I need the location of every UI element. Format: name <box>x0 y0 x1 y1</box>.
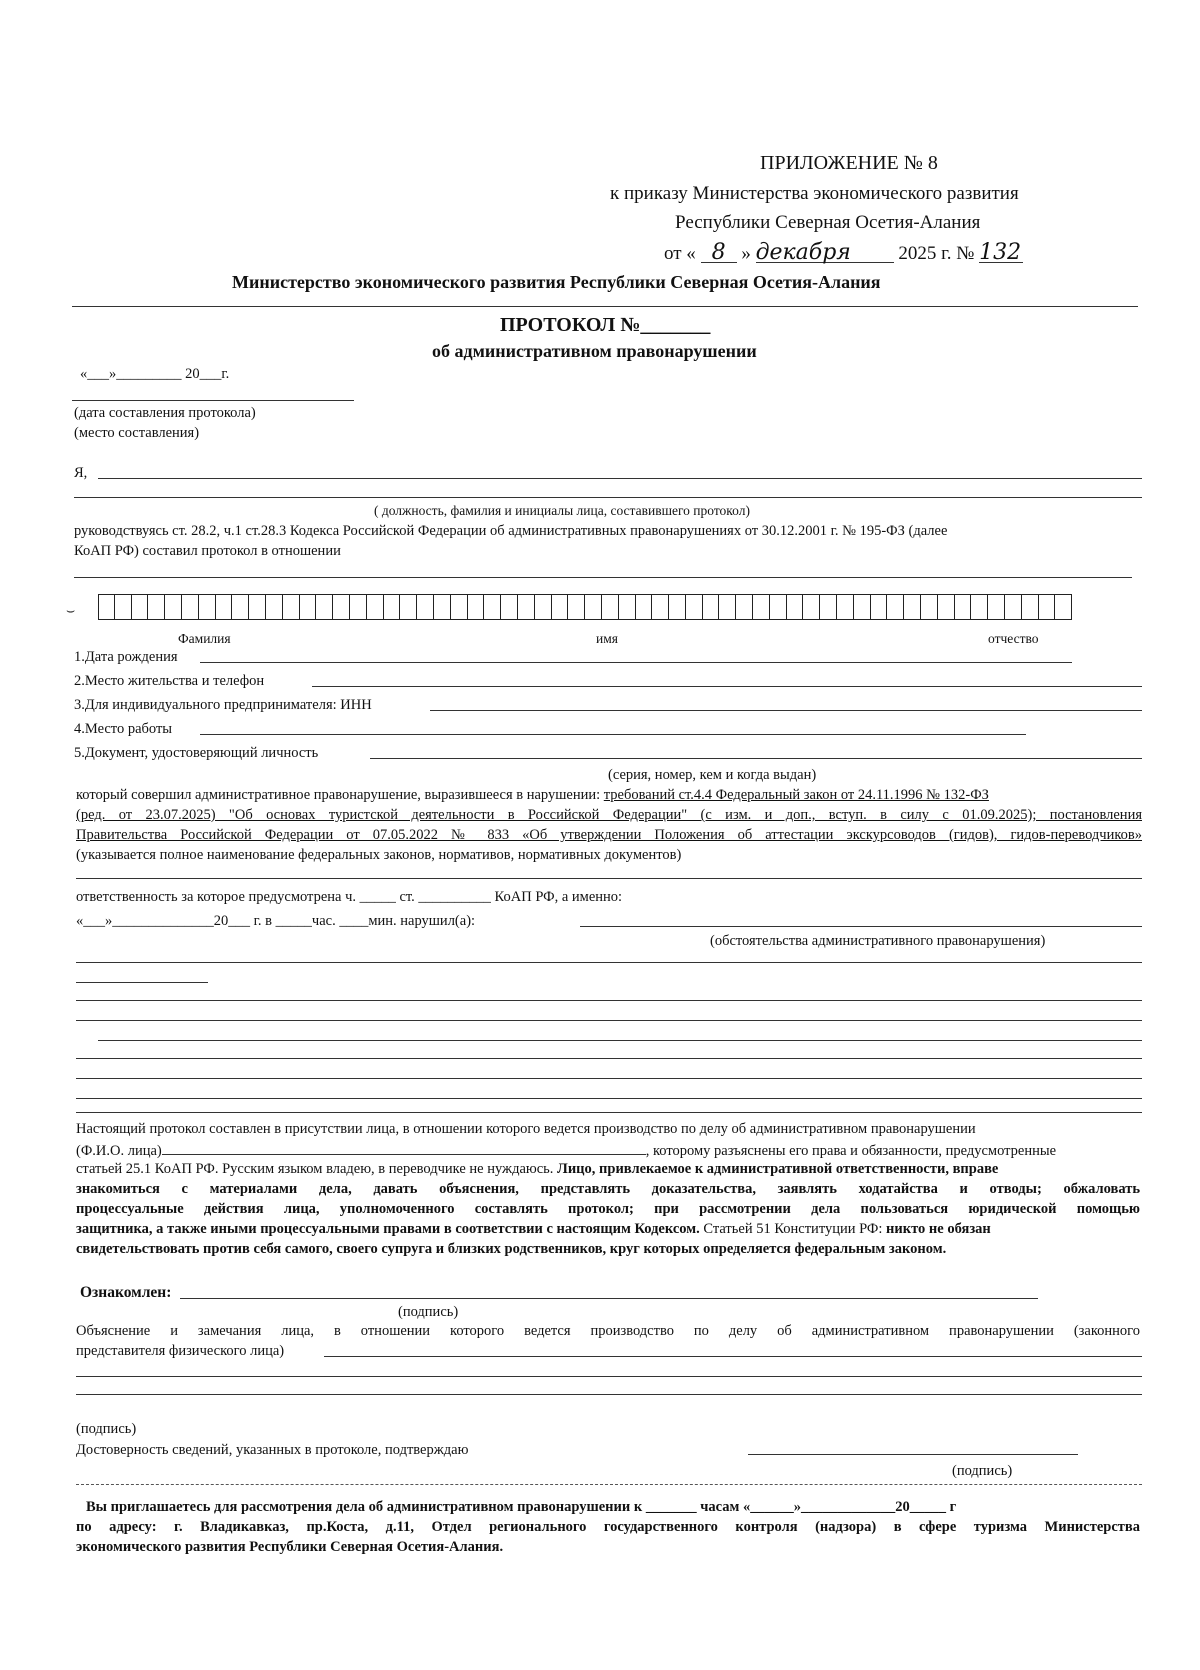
presence-rights-bold: Лицо, привлекаемое к административной ответственности, вправе <box>557 1161 999 1177</box>
name-letter-cell[interactable] <box>98 594 115 620</box>
name-letter-cell[interactable] <box>904 594 921 620</box>
presence-fio-label: (Ф.И.О. лица) <box>76 1143 162 1159</box>
order-date-prefix: от « <box>664 243 696 264</box>
name-letter-cell[interactable] <box>619 594 636 620</box>
order-number-value: 132 <box>979 240 1022 265</box>
violation-ref3: Правительства Российской Федерации от 07.05.2022 № 833 «Об утверждении Положения об аттестации экскурсоводов (гидов), гидов-переводчиков» <box>76 827 1142 843</box>
circumstances-line[interactable] <box>76 982 208 983</box>
name-letter-cell[interactable] <box>585 594 602 620</box>
name-caption: имя <box>596 631 618 646</box>
name-letter-cell[interactable] <box>871 594 888 620</box>
signature-caption-3: (подпись) <box>952 1463 1013 1479</box>
name-letter-cell[interactable] <box>955 594 972 620</box>
workplace-label: 4.Место работы <box>74 721 173 737</box>
invitation-line1: Вы приглашаетесь для рассмотрения дела об административном правонарушении к _______ часам «______»_____________20_____ г <box>86 1499 957 1515</box>
appendix-number: ПРИЛОЖЕНИЕ № 8 <box>760 152 938 174</box>
protocol-subtitle: об административном правонарушении <box>432 341 757 361</box>
violation-caption: (указывается полное наименование федеральных законов, нормативов, нормативных документов) <box>76 847 682 863</box>
explanation-field[interactable] <box>76 1376 1142 1377</box>
name-letter-cell[interactable] <box>770 594 787 620</box>
name-letter-cell[interactable] <box>484 594 501 620</box>
name-letter-cell[interactable] <box>132 594 149 620</box>
circumstances-line[interactable] <box>76 1020 1142 1021</box>
acquainted-signature-field[interactable] <box>180 1298 1038 1299</box>
circumstances-line[interactable] <box>76 962 1142 963</box>
signature-caption-2: (подпись) <box>76 1421 137 1437</box>
name-letter-cell[interactable] <box>1055 594 1072 620</box>
circumstances-caption: (обстоятельства административного правонарушения) <box>710 933 1046 949</box>
name-letter-cell[interactable] <box>232 594 249 620</box>
subject-rule <box>74 577 1132 578</box>
violation-time-field[interactable] <box>580 926 1142 927</box>
name-letter-cell[interactable] <box>686 594 703 620</box>
order-date-mid: » <box>741 243 751 264</box>
full-name-cells[interactable] <box>98 594 1072 620</box>
name-letter-cell[interactable] <box>552 594 569 620</box>
order-number <box>979 240 1023 263</box>
order-date-day <box>701 240 737 263</box>
presence-line7: свидетельствовать против себя самого, своего супруга и близких родственников, круг которых определяется федеральным законом. <box>76 1241 947 1257</box>
invitation-separator <box>76 1484 1142 1485</box>
name-letter-cell[interactable] <box>165 594 182 620</box>
name-letter-cell[interactable] <box>417 594 434 620</box>
place-caption: (место составления) <box>74 425 200 441</box>
name-letter-cell[interactable] <box>602 594 619 620</box>
name-letter-cell[interactable] <box>854 594 871 620</box>
protocol-title: ПРОТОКОЛ №_______ <box>500 314 711 336</box>
name-letter-cell[interactable] <box>787 594 804 620</box>
official-field-line1[interactable] <box>98 478 1142 479</box>
name-letter-cell[interactable] <box>216 594 233 620</box>
inn-field[interactable] <box>430 710 1142 711</box>
circumstances-line[interactable] <box>76 1112 1142 1113</box>
name-letter-cell[interactable] <box>669 594 686 620</box>
violation-line1 <box>76 786 989 804</box>
name-letter-cell[interactable] <box>316 594 333 620</box>
liability-line[interactable]: ответственность за которое предусмотрена ч. _____ ст. __________ КоАП РФ, а именно: <box>76 889 623 905</box>
surname-caption: Фамилия <box>178 631 231 646</box>
id-document-caption: (серия, номер, кем и когда выдан) <box>608 767 817 783</box>
workplace-field[interactable] <box>200 734 1026 735</box>
name-letter-cell[interactable] <box>636 594 653 620</box>
patronymic-caption: отчество <box>988 631 1039 646</box>
name-letter-cell[interactable] <box>971 594 988 620</box>
ya-label: Я, <box>74 465 88 481</box>
name-letter-cell[interactable] <box>182 594 199 620</box>
presence-line6 <box>76 1220 1140 1238</box>
order-reference-line2: Республики Северная Осетия-Алания <box>675 212 981 233</box>
name-letter-cell[interactable] <box>434 594 451 620</box>
name-letter-cell[interactable] <box>938 594 955 620</box>
presence-language-text: статьей 25.1 КоАП РФ. Русским языком владею, в переводчике не нуждаюсь. <box>76 1161 558 1177</box>
inn-label: 3.Для индивидуального предпринимателя: ИНН <box>74 697 372 713</box>
pen-mark: ⌣ <box>66 604 76 619</box>
order-date-suffix: 2025 г. № <box>898 243 975 264</box>
name-letter-cell[interactable] <box>736 594 753 620</box>
name-letter-cell[interactable] <box>501 594 518 620</box>
residence-field[interactable] <box>312 686 1142 687</box>
reliability-signature-field[interactable] <box>748 1454 1078 1455</box>
presence-line4: знакомиться с материалами дела, давать объяснения, представлять доказательства, заявлять ходатайства и отводы; обжаловать <box>76 1181 1140 1197</box>
order-date-line <box>664 240 1023 265</box>
signature-caption-1: (подпись) <box>398 1304 459 1320</box>
name-letter-cell[interactable] <box>652 594 669 620</box>
name-letter-cell[interactable] <box>703 594 720 620</box>
name-letter-cell[interactable] <box>451 594 468 620</box>
presence-not-obliged: никто не обязан <box>886 1221 991 1237</box>
order-date-day-value: 8 <box>711 240 726 265</box>
explanation-line2: представителя физического лица) <box>76 1343 285 1359</box>
official-field-line2[interactable] <box>74 497 1142 498</box>
name-letter-cell[interactable] <box>803 594 820 620</box>
name-letter-cell[interactable] <box>820 594 837 620</box>
violation-intro: который совершил административное правонарушение, выразившееся в нарушении: <box>76 787 604 803</box>
circumstances-line[interactable] <box>76 1078 1142 1079</box>
reliability-label: Достоверность сведений, указанных в протоколе, подтверждаю <box>76 1442 469 1458</box>
violation-ref1: требований ст.4.4 Федеральный закон от 24.11.1996 № 132-ФЗ <box>603 787 989 803</box>
name-letter-cell[interactable] <box>1022 594 1039 620</box>
name-letter-cell[interactable] <box>1005 594 1022 620</box>
name-letter-cell[interactable] <box>266 594 283 620</box>
guided-text-line1: руководствуясь ст. 28.2, ч.1 ст.28.3 Кодекса Российской Федерации об административных правонарушениях от 30.12.2001 г. № 195-ФЗ (далее <box>74 523 948 539</box>
name-letter-cell[interactable] <box>887 594 904 620</box>
header-rule <box>72 306 1138 307</box>
order-reference-line1: к приказу Министерства экономического развития <box>610 183 1019 204</box>
guided-text-line2: КоАП РФ) составил протокол в отношении <box>74 543 341 559</box>
name-letter-cell[interactable] <box>837 594 854 620</box>
name-letter-cell[interactable] <box>148 594 165 620</box>
name-letter-cell[interactable] <box>333 594 350 620</box>
circumstances-line[interactable] <box>76 1098 1142 1099</box>
name-letter-cell[interactable] <box>300 594 317 620</box>
explanation-field[interactable] <box>324 1356 1142 1357</box>
name-letter-cell[interactable] <box>350 594 367 620</box>
name-letter-cell[interactable] <box>1039 594 1056 620</box>
ministry-name: Министерство экономического развития Республики Северная Осетия-Алания <box>232 272 881 292</box>
violation-ref2: (ред. от 23.07.2025) "Об основах туристской деятельности в Российской Федерации" (с изм. и доп., вступ. в силу с 01.09.2025); постановления <box>76 807 1142 823</box>
name-letter-cell[interactable] <box>249 594 266 620</box>
name-letter-cell[interactable] <box>719 594 736 620</box>
presence-rights-text: , которому разъяснены его права и обязанности, предусмотренные <box>645 1143 1057 1159</box>
presence-line5: процессуальные действия лица, уполномоченного составлять протокол; при рассмотрении дела пользоваться юридической помощью <box>76 1201 1140 1217</box>
name-letter-cell[interactable] <box>468 594 485 620</box>
explanation-field[interactable] <box>76 1394 1142 1395</box>
presence-defender-text: защитника, а также иными процессуальными правами в соответствии с настоящим Кодексом. <box>76 1221 704 1237</box>
name-letter-cell[interactable] <box>535 594 552 620</box>
presence-line1: Настоящий протокол составлен в присутствии лица, в отношении которого ведется производство по делу об административном правонарушении <box>76 1121 976 1137</box>
id-document-field[interactable] <box>370 758 1142 759</box>
name-letter-cell[interactable] <box>384 594 401 620</box>
name-letter-cell[interactable] <box>518 594 535 620</box>
protocol-date-field[interactable]: «___»_________ 20___г. <box>80 366 230 382</box>
place-rule <box>72 400 354 401</box>
residence-label: 2.Место жительства и телефон <box>74 673 265 689</box>
order-date-month-value: декабря <box>755 240 851 265</box>
invitation-line2: по адресу: г. Владикавказ, пр.Коста, д.11, Отдел регионального государственного контроля (надзора) в сфере туризма Министерства <box>76 1519 1140 1535</box>
name-letter-cell[interactable] <box>400 594 417 620</box>
id-document-label: 5.Документ, удостоверяющий личность <box>74 745 319 761</box>
birth-date-label: 1.Дата рождения <box>74 649 178 665</box>
name-letter-cell[interactable] <box>988 594 1005 620</box>
presence-constitution-ref: Статьей 51 Конституции РФ: <box>703 1221 887 1237</box>
official-caption: ( должность, фамилия и инициалы лица, составившего протокол) <box>374 503 750 518</box>
name-letter-cell[interactable] <box>367 594 384 620</box>
name-letter-cell[interactable] <box>753 594 770 620</box>
name-letter-cell[interactable] <box>199 594 216 620</box>
presence-line3 <box>76 1160 1140 1178</box>
violation-time-line[interactable]: «___»______________20___ г. в _____час. ____мин. нарушил(а): <box>76 913 476 929</box>
name-letter-cell[interactable] <box>115 594 132 620</box>
invitation-line3: экономического развития Республики Северная Осетия-Алания. <box>76 1539 504 1555</box>
presence-line2 <box>76 1140 1140 1160</box>
circumstances-line[interactable] <box>98 1040 1142 1041</box>
order-date-month <box>756 240 894 263</box>
explanation-line1: Объяснение и замечания лица, в отношении которого ведется производство по делу об административном правонарушении (законного <box>76 1323 1140 1339</box>
acquainted-label: Ознакомлен: <box>80 1284 172 1301</box>
name-letter-cell[interactable] <box>283 594 300 620</box>
circumstances-line[interactable] <box>76 1058 1142 1059</box>
name-letter-cell[interactable] <box>921 594 938 620</box>
presence-fio-field[interactable] <box>162 1140 646 1155</box>
circumstances-line[interactable] <box>76 1000 1142 1001</box>
birth-date-field[interactable] <box>200 662 1072 663</box>
violation-extra-field[interactable] <box>76 878 1142 879</box>
date-caption: (дата составления протокола) <box>74 405 256 421</box>
name-letter-cell[interactable] <box>568 594 585 620</box>
